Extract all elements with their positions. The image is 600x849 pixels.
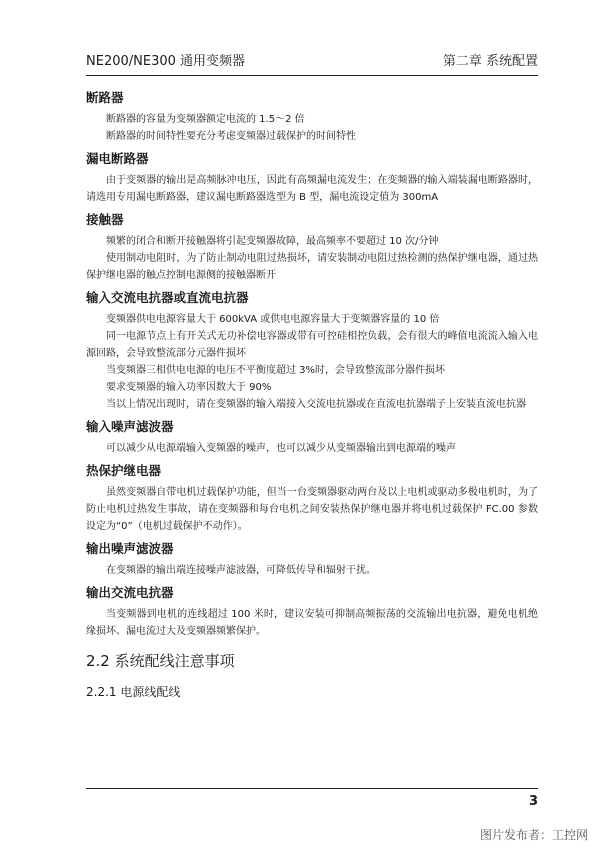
- section-thermal-relay: [86, 461, 538, 535]
- paragraph: 同一电源节点上有开关式无功补偿电容器或带有可控硅相控负载，会有很大的峰值电流流入输入电源回路，会导致整流部分元器件损坏: [86, 331, 538, 359]
- paragraph: 使用制动电阻时，为了防止制动电阻过热损坏，请安装制动电阻过热检测的热保护继电器，通过热保护继电器的触点控制电源侧的接触器断开: [86, 253, 538, 281]
- paragraph: 频繁的闭合和断开接触器将引起变频器故障，最高频率不要超过 10 次/分钟: [106, 236, 439, 247]
- paragraph: 虽然变频器自带电机过载保护功能，但当一台变频器驱动两台及以上电机或驱动多极电机时，为了防止电机过热发生事故，请在变频器和每台电机之间安装热保护继电器并将电机过载保护 FC.00 参数设定为“0”（电机过载保护不动作）。: [86, 487, 538, 532]
- paragraph: 要求变频器的输入功率因数大于 90%: [106, 382, 272, 393]
- header-chapter-title: 第二章 系统配置: [442, 54, 538, 69]
- publisher-watermark: 图片发布者：工控网: [479, 828, 588, 842]
- paragraph: 断路器的时间特性要充分考虑变频器过载保护的时间特性: [106, 131, 356, 142]
- section-contactor: [86, 210, 538, 284]
- paragraph: 变频器供电电源容量大于 600kVA 或供电电源容量大于变频器容量的 10 倍: [106, 314, 440, 325]
- paragraph: 在变频器的输出端连接噪声滤波器，可降低传导和辐射干扰。: [106, 565, 376, 576]
- section-title: 输入交流电抗器或直流电抗器: [86, 290, 249, 305]
- section-output-noise-filter: [86, 539, 538, 579]
- section-heading-2-2-1: 2.2.1 电源线配线: [86, 685, 181, 699]
- paragraph: 断路器的容量为变频器额定电流的 1.5～2 倍: [106, 114, 305, 125]
- section-title: 输出噪声滤波器: [86, 541, 174, 556]
- paragraph: 当变频器三相供电电源的电压不平衡度超过 3%时，会导致整流部分器件损坏: [106, 365, 446, 376]
- section-title: 输出交流电抗器: [86, 585, 174, 600]
- paragraph: 当变频器到电机的连线超过 100 米时，建议安装可抑制高频振荡的交流输出电抗器，避免电机绝缘损坏、漏电流过大及变频器频繁保护。: [86, 609, 538, 637]
- section-title: 断路器: [86, 90, 124, 105]
- section-title: 热保护继电器: [86, 463, 162, 478]
- footer-divider: [86, 788, 538, 789]
- section-leakage-breaker: [86, 149, 538, 206]
- section-output-reactor: [86, 583, 538, 640]
- paragraph: 由于变频器的输出是高频脉冲电压，因此有高频漏电流发生；在变频器的输入端装漏电断路器时，请选用专用漏电断路器，建议漏电断路器选型为 B 型，漏电流设定值为 300mA: [86, 175, 538, 203]
- section-circuit-breaker: [86, 88, 538, 145]
- page-number: 3: [528, 794, 538, 809]
- paragraph: 可以减少从电源端输入变频器的噪声，也可以减少从变频器输出到电源端的噪声: [106, 443, 456, 454]
- page-header: [86, 50, 538, 76]
- section-title: 漏电断路器: [86, 151, 149, 166]
- page-content: [86, 88, 538, 702]
- section-heading-2-2: 2.2 系统配线注意事项: [86, 652, 235, 670]
- paragraph: 当以上情况出现时，请在变频器的输入端接入交流电抗器或在直流电抗器端子上安装直流电抗器: [106, 399, 526, 410]
- section-title: 接触器: [86, 212, 124, 227]
- section-title: 输入噪声滤波器: [86, 419, 174, 434]
- section-input-noise-filter: [86, 417, 538, 457]
- section-input-reactor: [86, 288, 538, 413]
- header-doc-title: NE200/NE300 通用变频器: [86, 54, 246, 69]
